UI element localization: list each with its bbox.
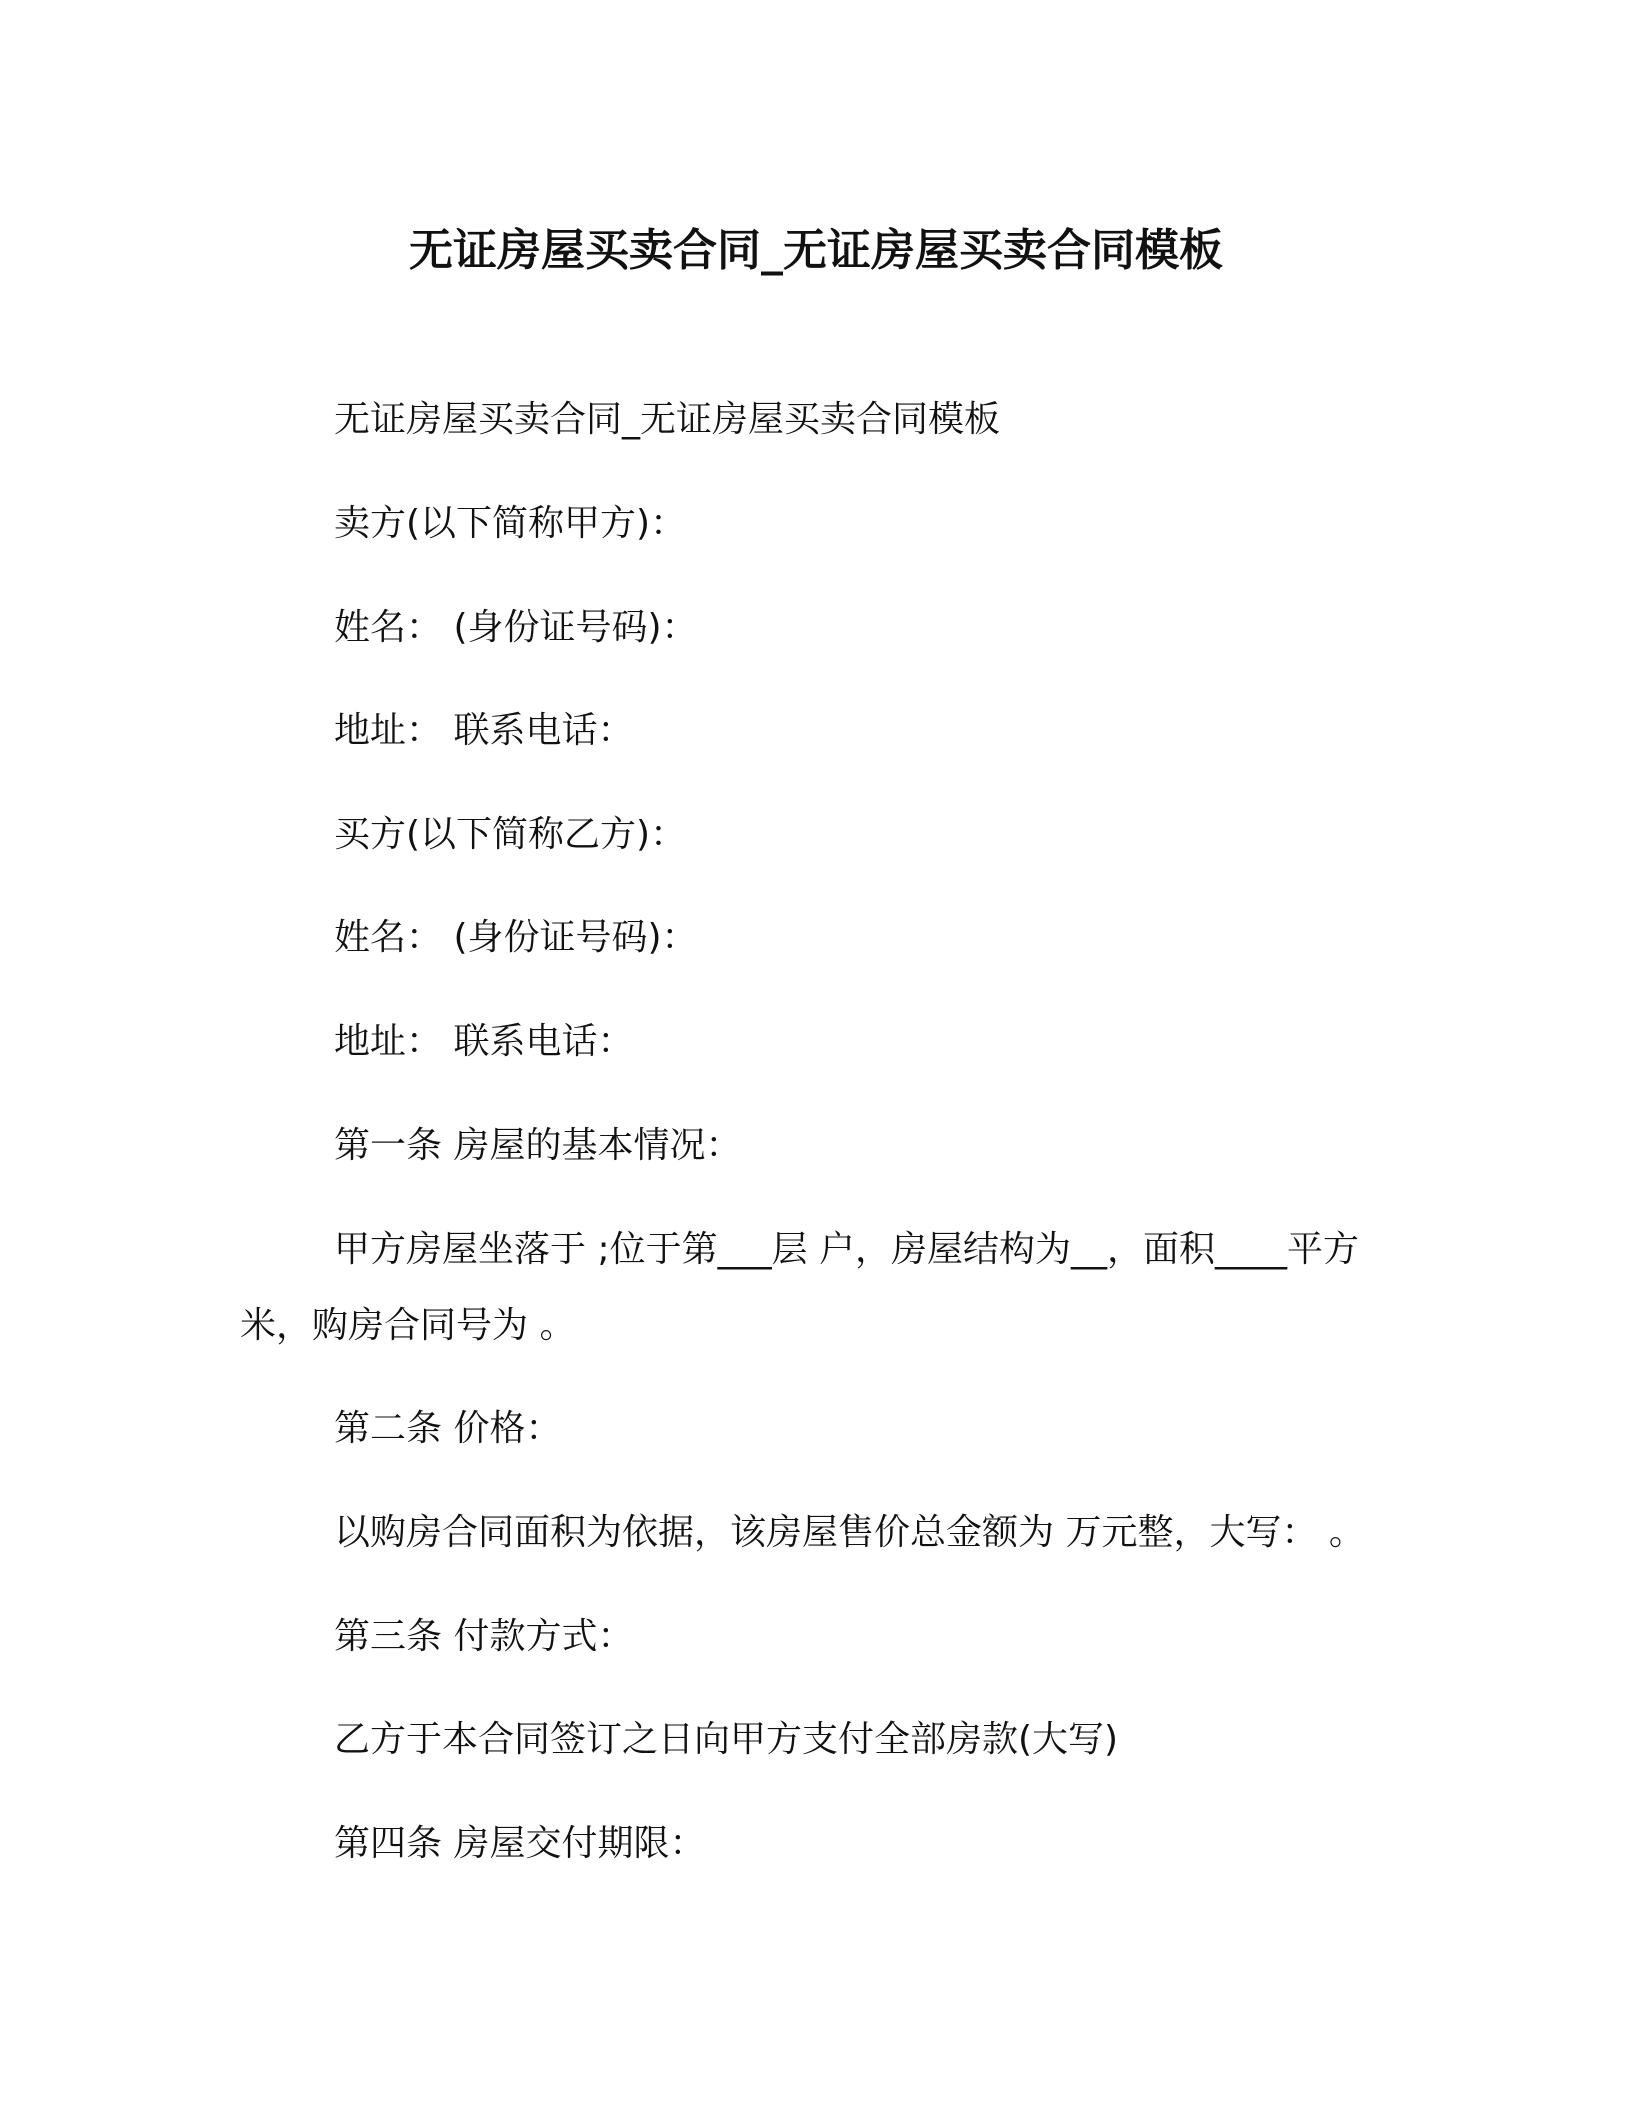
paragraph-buyer-address: 地址： 联系电话： [334,1021,634,1062]
paragraph-buyer-name: 姓名： (身份证号码)： [334,917,698,958]
paragraph-article-1-heading: 第一条 房屋的基本情况： [334,1125,742,1166]
paragraph-seller-heading: 卖方(以下简称甲方)： [334,503,687,544]
paragraph-seller-name: 姓名： (身份证号码)： [334,607,698,648]
paragraph-subtitle: 无证房屋买卖合同_无证房屋买卖合同模板 [334,399,1001,440]
paragraph-article-3-body: 乙方于本合同签订之日向甲方支付全部房款(大写) [334,1719,1119,1760]
paragraph-buyer-heading: 买方(以下简称乙方)： [334,814,687,855]
paragraph-article-2-heading: 第二条 价格： [334,1408,562,1449]
paragraph-seller-address: 地址： 联系电话： [334,710,634,751]
paragraph-article-2-body: 以购房合同面积为依据，该房屋售价总金额为 万元整，大写： 。 [334,1512,1365,1553]
paragraph-article-4-heading: 第四条 房屋交付期限： [334,1823,706,1864]
paragraph-article-3-heading: 第三条 付款方式： [334,1616,634,1657]
paragraph-article-1-body: 甲方房屋坐落于 ;位于第___层 户，房屋结构为__，面积____平方米，购房合同号为 。 [240,1229,1360,1346]
document-title: 无证房屋买卖合同_无证房屋买卖合同模板 [409,225,1223,276]
